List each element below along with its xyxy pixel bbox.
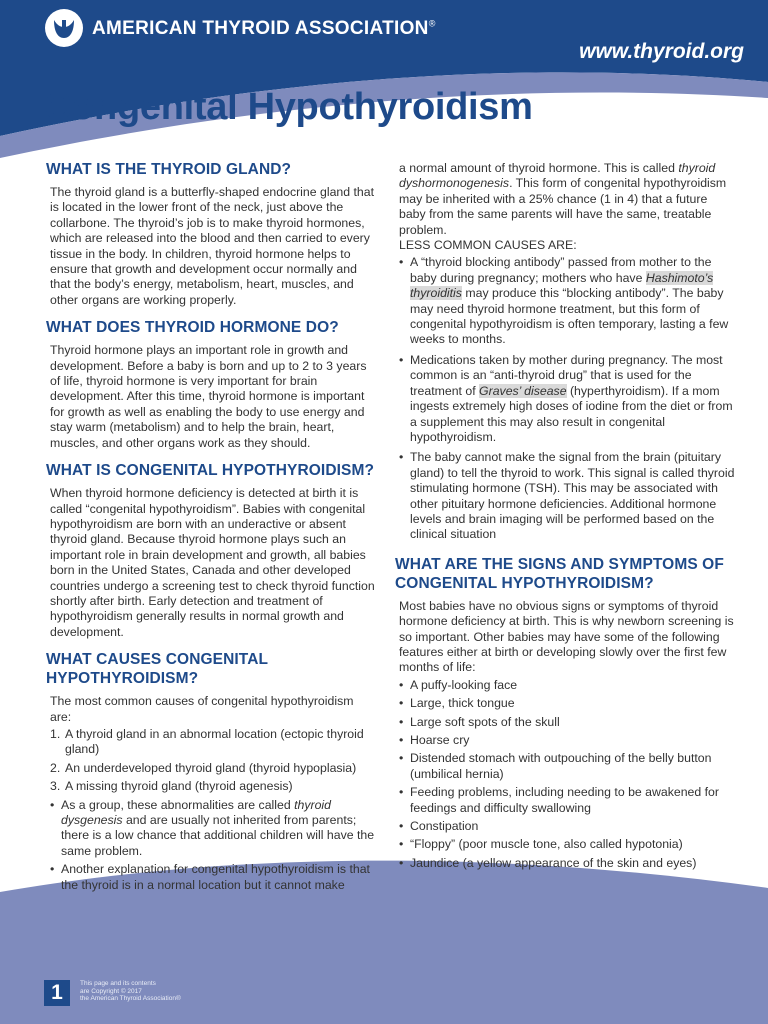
org-name: [92, 18, 436, 40]
section-heading: WHAT DOES THYROID HORMONE DO?: [46, 319, 339, 337]
list-item: [46, 798, 376, 860]
section-congenital-hypothyroidism: [46, 461, 376, 640]
list-text: As a group, these abnormalities are called: [61, 797, 295, 812]
section-thyroid-gland: [46, 160, 376, 308]
list-number: 1.: [50, 726, 61, 741]
paragraph-text: a normal amount of thyroid hormone. This is called: [399, 161, 679, 175]
section-thyroid-hormone: [46, 318, 376, 451]
list-item: [395, 255, 735, 347]
heading-line-2: HYPOTHYROIDISM?: [46, 670, 199, 688]
emphasis-term: thyroid dysgenesis: [61, 797, 332, 827]
list-text: and are usually not inherited from parents; there is a low chance that additional children will have the same problem.: [61, 813, 375, 858]
list-text: (hyperthyroidism). If a mom ingests extremely high doses of iodine from the diet or from a supplement this may also result in congenital hypothyroidism.: [410, 383, 733, 444]
list-item: • Large soft spots of the skull: [395, 715, 735, 730]
list-item: • A puffy-looking face: [395, 678, 735, 693]
list-number: 3.: [50, 779, 61, 794]
hashimotos-link[interactable]: Hashimoto’s thyroiditis: [410, 270, 714, 301]
paragraph-text: . This form of congenital hypothyroidism may be inherited with a 25% chance (1 in 4) that a future baby from the same parents will have the same, treatable problem.: [399, 176, 727, 237]
copyright-line: are Copyright © 2017: [80, 987, 142, 995]
page-title: Congenital Hypothyroidism: [44, 86, 533, 128]
section-intro: The most common causes of congenital hypothyroidism are:: [50, 694, 354, 724]
list-item: • Large, thick tongue: [395, 696, 735, 711]
section-signs-symptoms: [395, 555, 735, 872]
list-item: • Hoarse cry: [395, 733, 735, 748]
symptoms-list: [395, 678, 735, 871]
list-item: [46, 761, 376, 776]
less-common-list: [395, 255, 735, 542]
heading-line-2: CONGENITAL HYPOTHYROIDISM?: [395, 574, 654, 592]
section-body: Thyroid hormone plays an important role in growth and development. Before a baby is born and up to 2 to 3 years of life, thyroid hormone is very important for brain development. After this time, thyroid hormone is important for growth as well as enabling the body to use energy and stay warm (metabolism) and to help the brain, heart, muscles, and other organs work as they should.: [50, 343, 367, 450]
section-heading: WHAT IS CONGENITAL HYPOTHYROIDISM?: [46, 462, 375, 480]
section-intro: Most babies have no obvious signs or symptoms of thyroid hormone deficiency at birth. This is why newborn screening is so important. Other babies may have some of the following features either at birth or developing slowly over the first few months of life:: [399, 598, 734, 675]
list-item: • Distended stomach with outpouching of the belly button (umbilical hernia): [395, 751, 735, 782]
ata-logo-icon: [44, 8, 84, 48]
copyright-line: This page and its contents: [80, 980, 156, 987]
list-item: [46, 727, 376, 758]
section-body: When thyroid hormone deficiency is detected at birth it is called “congenital hypothyroidism”. Babies with congenital hypothyroidism are born with an underactive or absent thyroid gland. Because thyroid hormone plays such an important role in brain development and growth, all babies born in the United States, Canada and other developed countries undergo a screening test to check thyroid function shortly after birth. Early detection and treatment of hypothyroidism generally results in normal growth and development.: [50, 486, 375, 639]
list-text: may produce this “blocking antibody”. The baby may need thyroid hormone treatment, but this form of congenital hypothyroidism is often temporary, lasting a few weeks to months.: [410, 286, 729, 347]
list-item: [46, 862, 376, 893]
list-text: A thyroid gland in an abnormal location (ectopic thyroid gland): [65, 726, 364, 757]
less-common-label: LESS COMMON CAUSES ARE:: [399, 238, 577, 253]
list-item: [395, 353, 735, 445]
list-text: Medications taken by mother during pregnancy. The most common is an “anti-thyroid drug” that is used for the treatment of: [410, 352, 723, 398]
section-body: The thyroid gland is a butterfly-shaped endocrine gland that is located in the lower front of the neck, just above the collarbone. The thyroid’s job is to make thyroid hormones, which are released into the blood and then carried to every tissue in the body. In children, thyroid hormone helps to ensure that growth and development occur normally and that the body’s energy, metabolism, heart, muscles, and other organs are working properly.: [50, 185, 375, 307]
emphasis-term: thyroid dyshormonogenesis: [399, 161, 716, 191]
list-item: • Feeding problems, including needing to be awakened for feedings and difficulty swallowing: [395, 785, 735, 816]
section-causes: [46, 650, 376, 893]
list-item: [46, 779, 376, 794]
causes-bullet-list: [46, 798, 376, 893]
causes-numbered-list: [46, 727, 376, 795]
list-number: 2.: [50, 760, 61, 775]
graves-disease-link[interactable]: Graves’ disease: [479, 383, 567, 398]
list-item: • “Floppy” (poor muscle tone, also called hypotonia): [395, 837, 735, 852]
list-text: The baby cannot make the signal from the brain (pituitary gland) to tell the thyroid to work. This signal is called thyroid stimulating hormone (TSH). This may be associated with other pituitary hormone deficiencies. Additional hormone levels and brain imaging will be performed based on the clinical situation: [410, 450, 735, 542]
org-name-text: AMERICAN THYROID ASSOCIATION: [92, 18, 429, 39]
list-text: A “thyroid blocking antibody” passed from mother to the baby during pregnancy; mothers who have: [410, 255, 712, 285]
list-item: [395, 450, 735, 542]
list-text: A missing thyroid gland (thyroid agenesis): [65, 779, 293, 794]
left-column: [46, 160, 376, 903]
section-heading: WHAT IS THE THYROID GLAND?: [46, 161, 292, 178]
heading-line-1: WHAT CAUSES CONGENITAL: [46, 651, 269, 669]
section-heading: [395, 555, 735, 593]
list-item: • Constipation: [395, 819, 735, 834]
list-text: An underdeveloped thyroid gland (thyroid hypoplasia): [65, 760, 357, 775]
copyright-line: the American Thyroid Association®: [80, 995, 181, 1002]
website-link[interactable]: www.thyroid.org: [579, 40, 744, 63]
list-text: Another explanation for congenital hypothyroidism is that the thyroid is in a normal location but it cannot make: [61, 862, 370, 892]
continued-paragraph: [395, 161, 735, 238]
right-column: [395, 161, 735, 881]
section-heading: [46, 650, 376, 688]
copyright-notice: [80, 980, 220, 1003]
page-number: 1: [44, 980, 70, 1006]
heading-line-1: WHAT ARE THE SIGNS AND SYMPTOMS OF: [395, 555, 724, 573]
list-item: • Jaundice (a yellow appearance of the skin and eyes): [395, 856, 735, 871]
registered-mark: ®: [428, 18, 436, 29]
